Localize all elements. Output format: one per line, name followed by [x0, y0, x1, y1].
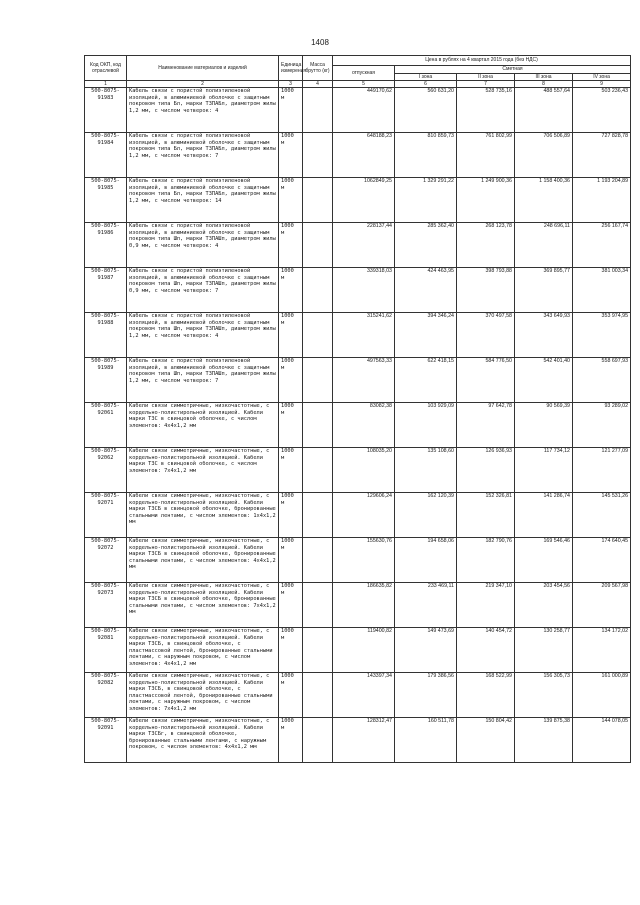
item-mass [303, 538, 333, 583]
price-zone3: 90 569,39 [515, 403, 573, 448]
price-zone3: 130 258,77 [515, 628, 573, 673]
price-zone3: 369 895,77 [515, 268, 573, 313]
item-unit: 1000 м [279, 583, 303, 628]
price-zone4: 256 167,74 [573, 223, 631, 268]
column-number: 9 [573, 81, 631, 88]
table-row [85, 493, 631, 538]
item-unit: 1000 м [279, 448, 303, 493]
price-zone2: 761 802,99 [457, 133, 515, 178]
header-mass: Масса брутто (кг) [303, 56, 333, 81]
item-name: Кабель связи с пористой полиэтиленовой изоляцией, в алюминиевой оболочке с защитным покровом типа Шп, марки ТЗПАШп, диаметром жилы 1,2 мм, с числом четверок: 4 [127, 313, 279, 358]
price-zone2: 140 454,72 [457, 628, 515, 673]
item-mass [303, 178, 333, 223]
item-code: 500-8075-92073 [85, 583, 127, 628]
table-row [85, 448, 631, 493]
table-row [85, 313, 631, 358]
price-zone3: 117 734,12 [515, 448, 573, 493]
item-mass [303, 358, 333, 403]
price-zone2: 182 790,76 [457, 538, 515, 583]
price-release: 128312,47 [333, 718, 395, 763]
price-release: 119400,82 [333, 628, 395, 673]
price-zone3: 248 696,11 [515, 223, 573, 268]
item-name: Кабели связи симметричные, низкочастотные, с кордельно-полистирольной изоляцией. Кабели марки ТЗСБ в свинцовой оболочке, бронированные стальными лентами, с числом элементов: 4х4х1,2 мм [127, 538, 279, 583]
price-release: 129606,24 [333, 493, 395, 538]
header-unit: Единица измерения [279, 56, 303, 81]
price-zone3: 203 454,56 [515, 583, 573, 628]
item-name: Кабели связи симметричные, низкочастотные, с кордельно-полистирольной изоляцией. Кабели марки ТЗС в свинцовой оболочке, с числом элементов: 7х4х1,2 мм [127, 448, 279, 493]
table-row [85, 178, 631, 223]
item-code: 500-8075-92072 [85, 538, 127, 583]
item-mass [303, 493, 333, 538]
price-zone4: 121 277,09 [573, 448, 631, 493]
item-name: Кабели связи симметричные, низкочастотные, с кордельно-полистирольной изоляцией. Кабели марки ТЗСБ, в свинцовой оболочке, с пластмассовой лентой, бронированные стальными лентами, с наружным покровом, с числом элементов: 7х4х1,2 мм [127, 673, 279, 718]
price-zone2: 268 123,78 [457, 223, 515, 268]
header-estimate: Сметная [395, 66, 631, 74]
table-row [85, 133, 631, 178]
item-code: 500-8075-92082 [85, 673, 127, 718]
price-zone2: 528 735,16 [457, 88, 515, 133]
price-zone4: 558 697,93 [573, 358, 631, 403]
item-mass [303, 673, 333, 718]
item-mass [303, 268, 333, 313]
price-zone3: 139 875,38 [515, 718, 573, 763]
item-code: 500-8075-91983 [85, 88, 127, 133]
price-release: 339318,03 [333, 268, 395, 313]
price-zone2: 152 326,81 [457, 493, 515, 538]
price-zone4: 161 000,89 [573, 673, 631, 718]
price-zone1: 179 386,56 [395, 673, 457, 718]
price-zone1: 810 859,73 [395, 133, 457, 178]
price-zone3: 141 286,74 [515, 493, 573, 538]
item-mass [303, 718, 333, 763]
header-zone1: I зона [395, 73, 457, 81]
price-zone1: 424 463,95 [395, 268, 457, 313]
price-zone3: 156 305,73 [515, 673, 573, 718]
item-unit: 1000 м [279, 493, 303, 538]
price-zone1: 103 929,09 [395, 403, 457, 448]
item-unit: 1000 м [279, 718, 303, 763]
item-mass [303, 313, 333, 358]
item-code: 500-8075-91985 [85, 178, 127, 223]
price-release: 228137,44 [333, 223, 395, 268]
column-number: 2 [127, 81, 279, 88]
price-zone3: 343 649,93 [515, 313, 573, 358]
item-code: 500-8075-91989 [85, 358, 127, 403]
header-zone2: II зона [457, 73, 515, 81]
item-name: Кабель связи с пористой полиэтиленовой изоляцией, в алюминиевой оболочке с защитным покровом типа Бл, марки ТЗПАБл, диаметром жилы 1,2 мм, с числом четверок: 7 [127, 133, 279, 178]
price-zone4: 174 640,45 [573, 538, 631, 583]
price-zone2: 97 642,78 [457, 403, 515, 448]
price-table [84, 55, 631, 763]
header-price-group: Цена в рублях на 4 квартал 2015 года (без НДС) [333, 56, 631, 66]
item-name: Кабели связи симметричные, низкочастотные, с кордельно-полистирольной изоляцией. Кабели марки ТЗСБ в свинцовой оболочке, бронированные стальными лентами, с числом элементов: 1х4х1,2 мм [127, 493, 279, 538]
header-code: Код ОКП, код отраслевой [85, 56, 127, 81]
price-zone1: 560 631,20 [395, 88, 457, 133]
item-name: Кабель связи с пористой полиэтиленовой изоляцией, в алюминиевой оболочке с защитным покровом типа Шп, марки ТЗПАШп, диаметром жилы 1,2 мм, с числом четверок: 7 [127, 358, 279, 403]
table-row [85, 538, 631, 583]
item-mass [303, 583, 333, 628]
price-zone4: 145 531,26 [573, 493, 631, 538]
price-release: 1062849,25 [333, 178, 395, 223]
price-zone4: 727 828,78 [573, 133, 631, 178]
header-zone4: IV зона [573, 73, 631, 81]
price-zone4: 144 078,05 [573, 718, 631, 763]
item-unit: 1000 м [279, 538, 303, 583]
item-unit: 1000 м [279, 313, 303, 358]
table-row [85, 268, 631, 313]
price-zone4: 381 003,34 [573, 268, 631, 313]
table-row [85, 673, 631, 718]
column-number: 7 [457, 81, 515, 88]
item-code: 500-8075-91986 [85, 223, 127, 268]
price-release: 449170,62 [333, 88, 395, 133]
price-zone4: 209 567,98 [573, 583, 631, 628]
table-row [85, 628, 631, 673]
item-name: Кабели связи симметричные, низкочастотные, с кордельно-полистирольной изоляцией. Кабели марки ТЗС в свинцовой оболочке, с числом элементов: 4х4х1,2 мм [127, 403, 279, 448]
item-code: 500-8075-92071 [85, 493, 127, 538]
item-code: 500-8075-92061 [85, 403, 127, 448]
item-unit: 1000 м [279, 673, 303, 718]
column-number: 6 [395, 81, 457, 88]
column-number: 8 [515, 81, 573, 88]
price-zone4: 134 172,02 [573, 628, 631, 673]
item-unit: 1000 м [279, 628, 303, 673]
item-name: Кабель связи с пористой полиэтиленовой изоляцией, в алюминиевой оболочке с защитным покровом типа Бл, марки ТЗПАБл, диаметром жилы 1,2 мм, с числом четверок: 4 [127, 88, 279, 133]
price-zone1: 194 658,06 [395, 538, 457, 583]
table-row [85, 358, 631, 403]
price-zone1: 1 329 291,22 [395, 178, 457, 223]
page-number: 1408 [311, 38, 329, 47]
price-zone1: 622 418,15 [395, 358, 457, 403]
price-zone3: 1 158 400,36 [515, 178, 573, 223]
column-number: 3 [279, 81, 303, 88]
price-zone1: 162 120,39 [395, 493, 457, 538]
price-zone1: 160 511,78 [395, 718, 457, 763]
column-number: 4 [303, 81, 333, 88]
price-zone1: 285 362,40 [395, 223, 457, 268]
item-name: Кабели связи симметричные, низкочастотные, с кордельно-полистирольной изоляцией. Кабели марки ТЗСБ, в свинцовой оболочке, с пластмассовой лентой, бронированные стальными лентами, с наружным покровом, с числом элементов: 4х4х1,2 мм [127, 628, 279, 673]
price-zone2: 168 522,99 [457, 673, 515, 718]
price-release: 315241,62 [333, 313, 395, 358]
item-code: 500-8075-92062 [85, 448, 127, 493]
item-code: 500-8075-92091 [85, 718, 127, 763]
price-zone3: 542 401,40 [515, 358, 573, 403]
item-unit: 1000 м [279, 178, 303, 223]
price-zone3: 706 506,89 [515, 133, 573, 178]
price-zone1: 135 108,60 [395, 448, 457, 493]
price-release: 648188,23 [333, 133, 395, 178]
price-zone2: 370 497,58 [457, 313, 515, 358]
item-name: Кабели связи симметричные, низкочастотные, с кордельно-полистирольной изоляцией. Кабели марки ТЗСБ в свинцовой оболочке, бронированные стальными лентами, с числом элементов: 7х4х1,2 мм [127, 583, 279, 628]
item-unit: 1000 м [279, 88, 303, 133]
item-unit: 1000 м [279, 133, 303, 178]
table-row [85, 223, 631, 268]
price-zone3: 488 557,64 [515, 88, 573, 133]
price-zone4: 353 974,95 [573, 313, 631, 358]
item-unit: 1000 м [279, 268, 303, 313]
price-zone2: 1 249 900,36 [457, 178, 515, 223]
price-release: 83082,38 [333, 403, 395, 448]
price-zone3: 169 546,46 [515, 538, 573, 583]
price-zone2: 126 936,93 [457, 448, 515, 493]
item-name: Кабель связи с пористой полиэтиленовой изоляцией, в алюминиевой оболочке с защитным покровом типа Шп, марки ТЗПАШп, диаметром жилы 0,9 мм, с числом четверок: 7 [127, 268, 279, 313]
header-release: отпускная [333, 66, 395, 81]
price-zone1: 394 346,24 [395, 313, 457, 358]
item-mass [303, 88, 333, 133]
item-code: 500-8075-91988 [85, 313, 127, 358]
header-name: Наименование материалов и изделий [127, 56, 279, 81]
item-mass [303, 133, 333, 178]
item-unit: 1000 м [279, 403, 303, 448]
price-release: 108035,20 [333, 448, 395, 493]
price-zone4: 1 193 204,89 [573, 178, 631, 223]
table-row [85, 88, 631, 133]
item-code: 500-8075-91984 [85, 133, 127, 178]
table-row [85, 583, 631, 628]
price-release: 143397,34 [333, 673, 395, 718]
item-code: 500-8075-92081 [85, 628, 127, 673]
price-zone2: 398 793,88 [457, 268, 515, 313]
price-zone2: 150 804,42 [457, 718, 515, 763]
item-code: 500-8075-91987 [85, 268, 127, 313]
item-name: Кабели связи симметричные, низкочастотные, с кордельно-полистирольной изоляцией. Кабели марки ТЗСБг, в свинцовой оболочке, бронированные стальными лентами, с наружным покровом, с числом элементов: 4х4х1,2 мм [127, 718, 279, 763]
column-number: 1 [85, 81, 127, 88]
item-name: Кабель связи с пористой полиэтиленовой изоляцией, в алюминиевой оболочке с защитным покровом типа Шп, марки ТЗПАШп, диаметром жилы 0,9 мм, с числом четверок: 4 [127, 223, 279, 268]
item-mass [303, 628, 333, 673]
price-zone4: 503 236,43 [573, 88, 631, 133]
price-release: 186635,82 [333, 583, 395, 628]
item-mass [303, 448, 333, 493]
price-zone2: 584 776,50 [457, 358, 515, 403]
price-zone4: 93 289,02 [573, 403, 631, 448]
price-zone1: 233 469,11 [395, 583, 457, 628]
header-zone3: III зона [515, 73, 573, 81]
item-name: Кабель связи с пористой полиэтиленовой изоляцией, в алюминиевой оболочке с защитным покровом типа Бл, марки ТЗПАБл, диаметром жилы 1,2 мм, с числом четверок: 14 [127, 178, 279, 223]
table-row [85, 718, 631, 763]
table-row [85, 403, 631, 448]
item-unit: 1000 м [279, 223, 303, 268]
column-number: 5 [333, 81, 395, 88]
price-release: 155630,76 [333, 538, 395, 583]
price-zone2: 219 347,10 [457, 583, 515, 628]
price-zone1: 149 473,69 [395, 628, 457, 673]
item-mass [303, 403, 333, 448]
item-unit: 1000 м [279, 358, 303, 403]
item-mass [303, 223, 333, 268]
price-release: 497563,33 [333, 358, 395, 403]
